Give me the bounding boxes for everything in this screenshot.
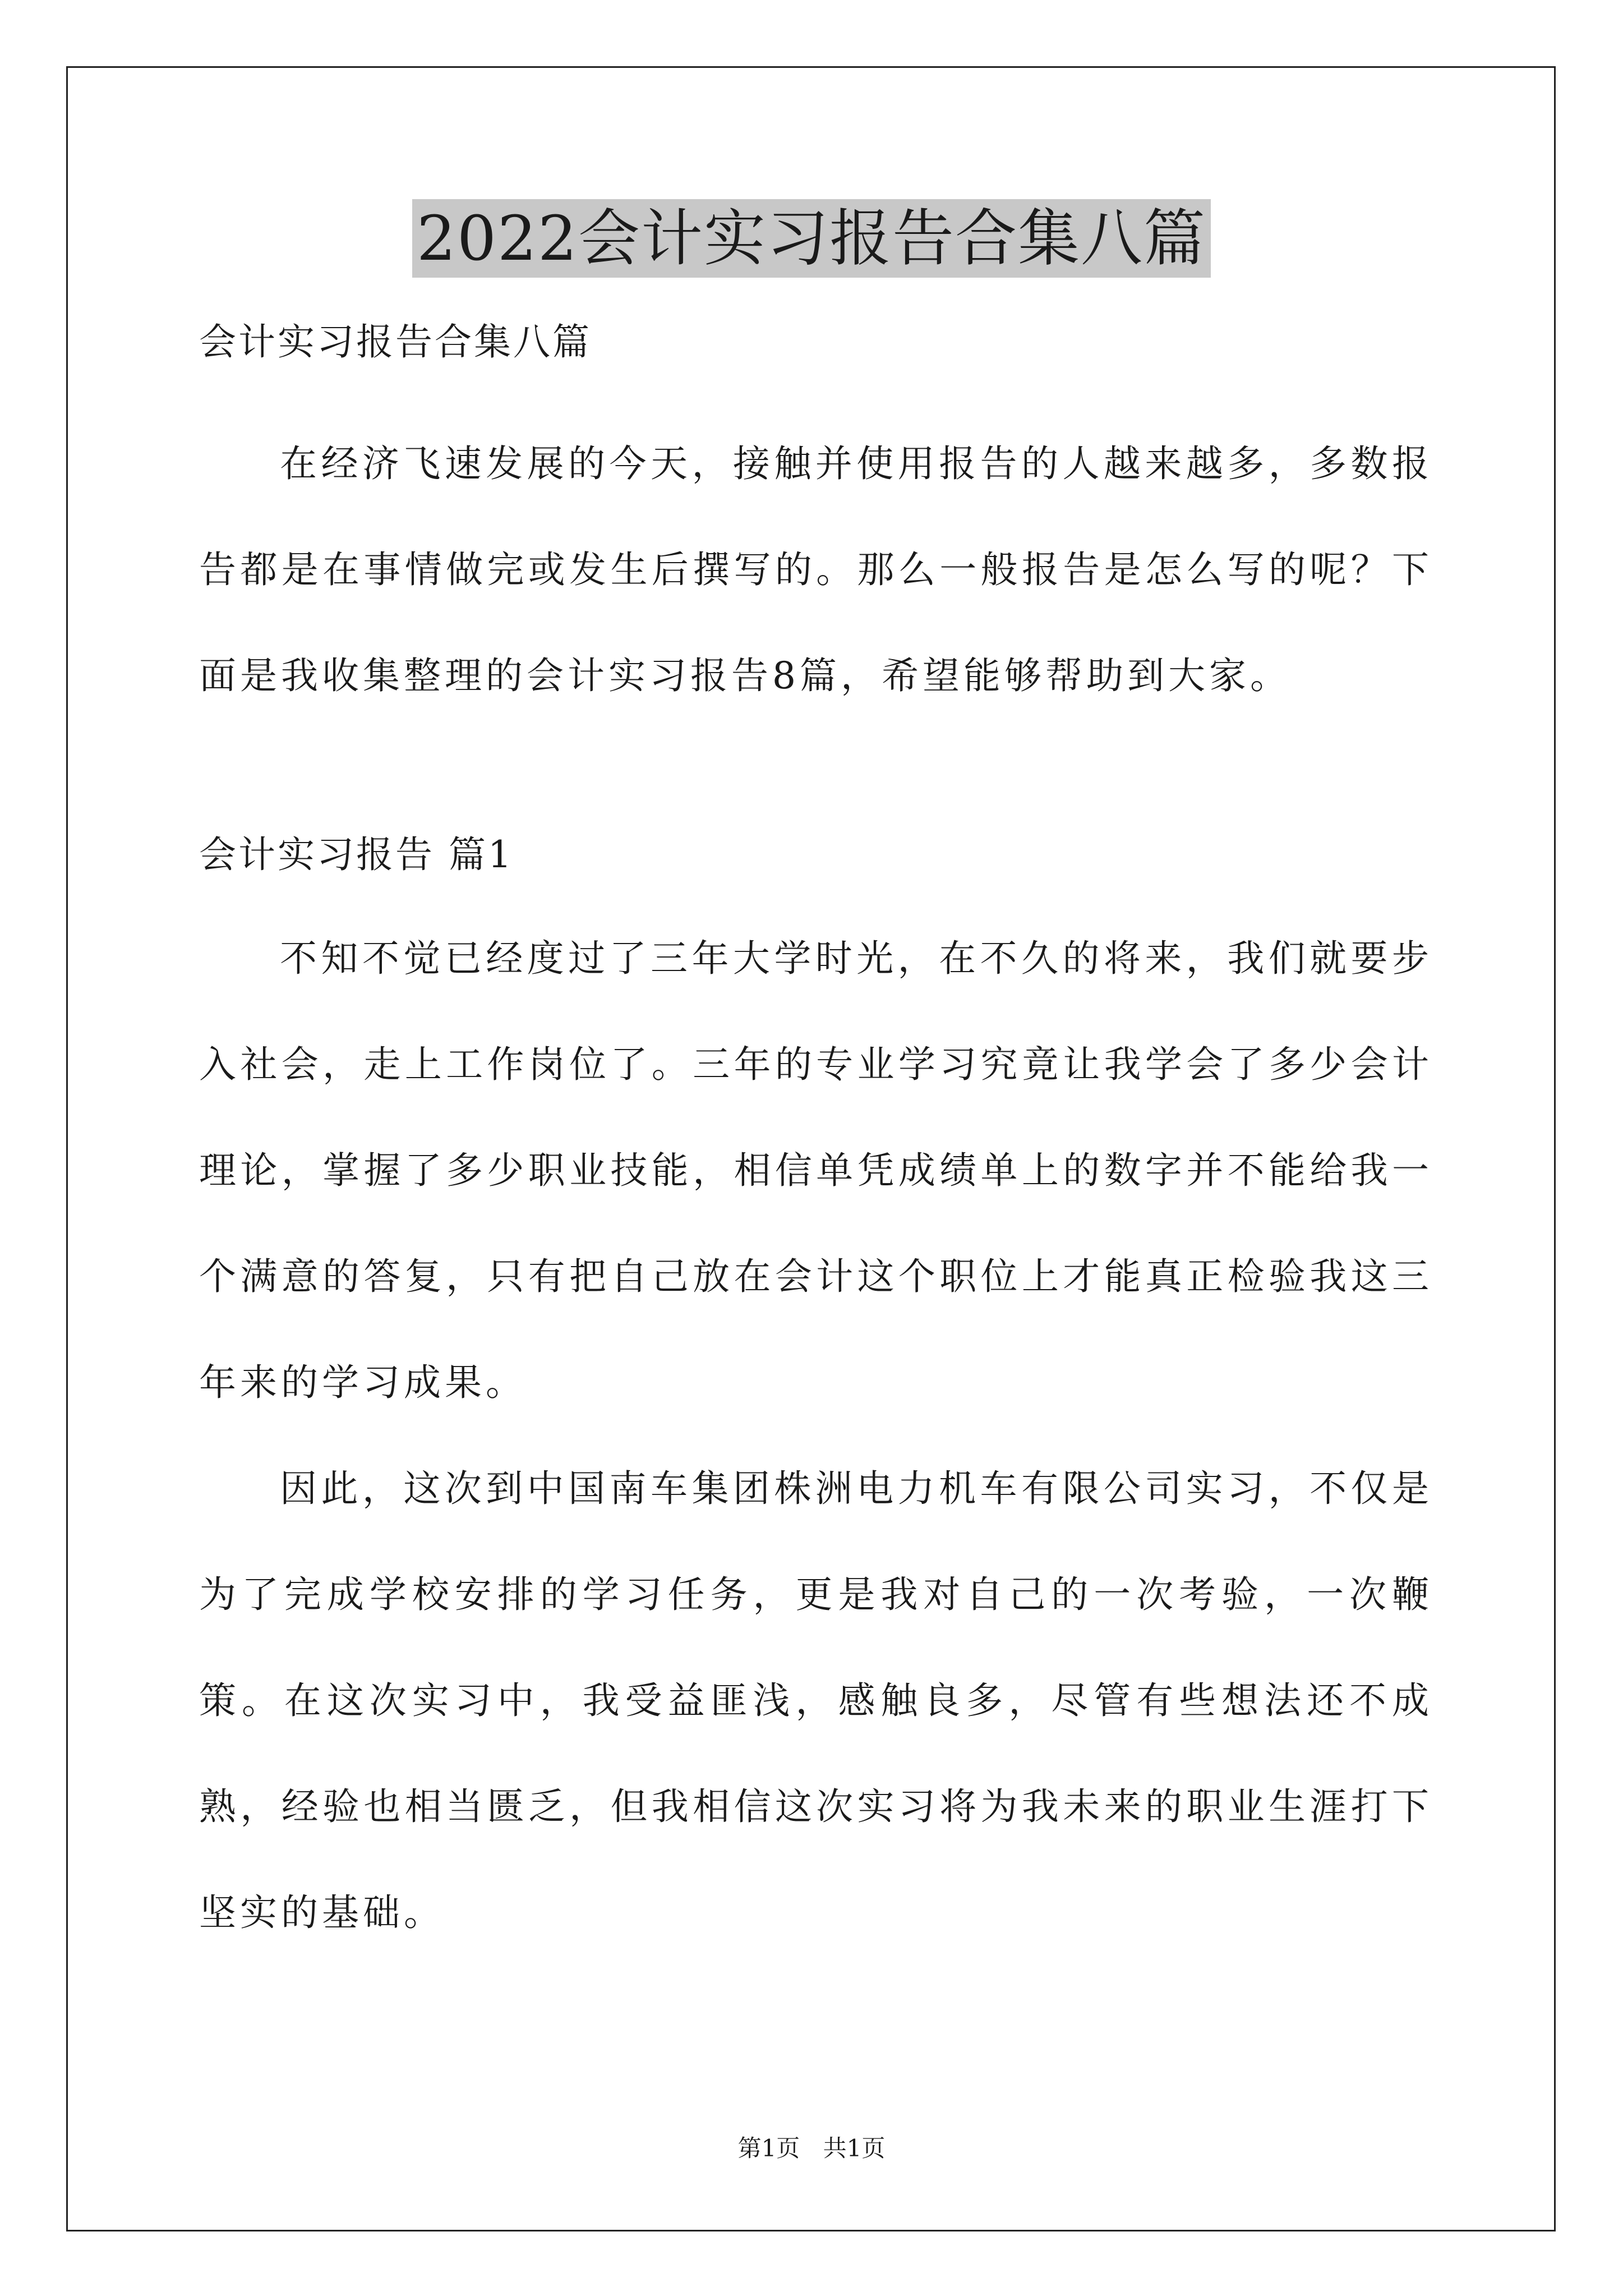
title-container: [0, 199, 1623, 278]
page-total: 共1页: [823, 2134, 886, 2162]
document-subtitle: 会计实习报告合集八篇: [199, 320, 592, 364]
section-heading: 会计实习报告 篇1: [199, 833, 514, 876]
page-footer: [0, 2132, 1623, 2165]
intro-paragraph: 在经济飞速发展的今天，接触并使用报告的人越来越多，多数报告都是在事情做完或发生后撰写的。那么一般报告是怎么写的呢？下面是我收集整理的会计实习报告8篇，希望能够帮助到大家。: [199, 442, 1433, 697]
body-paragraph: 因此，这次到中国南车集团株洲电力机车有限公司实习，不仅是为了完成学校安排的学习任务，更是我对自己的一次考验，一次鞭策。在这次实习中，我受益匪浅，感触良多，尽管有些想法还不成熟，经验也相当匮乏，但我相信这次实习将为我未来的职业生涯打下坚实的基础。: [199, 1467, 1433, 1934]
document-title: 2022会计实习报告合集八篇: [412, 199, 1211, 278]
document-body: [199, 314, 1433, 1966]
body-paragraph: 不知不觉已经度过了三年大学时光，在不久的将来，我们就要步入社会，走上工作岗位了。三年的专业学习究竟让我学会了多少会计理论，掌握了多少职业技能，相信单凭成绩单上的数字并不能给我一个满意的答复，只有把自己放在会计这个职位上才能真正检验我这三年来的学习成果。: [199, 937, 1433, 1404]
page-number: 第1页: [737, 2134, 800, 2162]
